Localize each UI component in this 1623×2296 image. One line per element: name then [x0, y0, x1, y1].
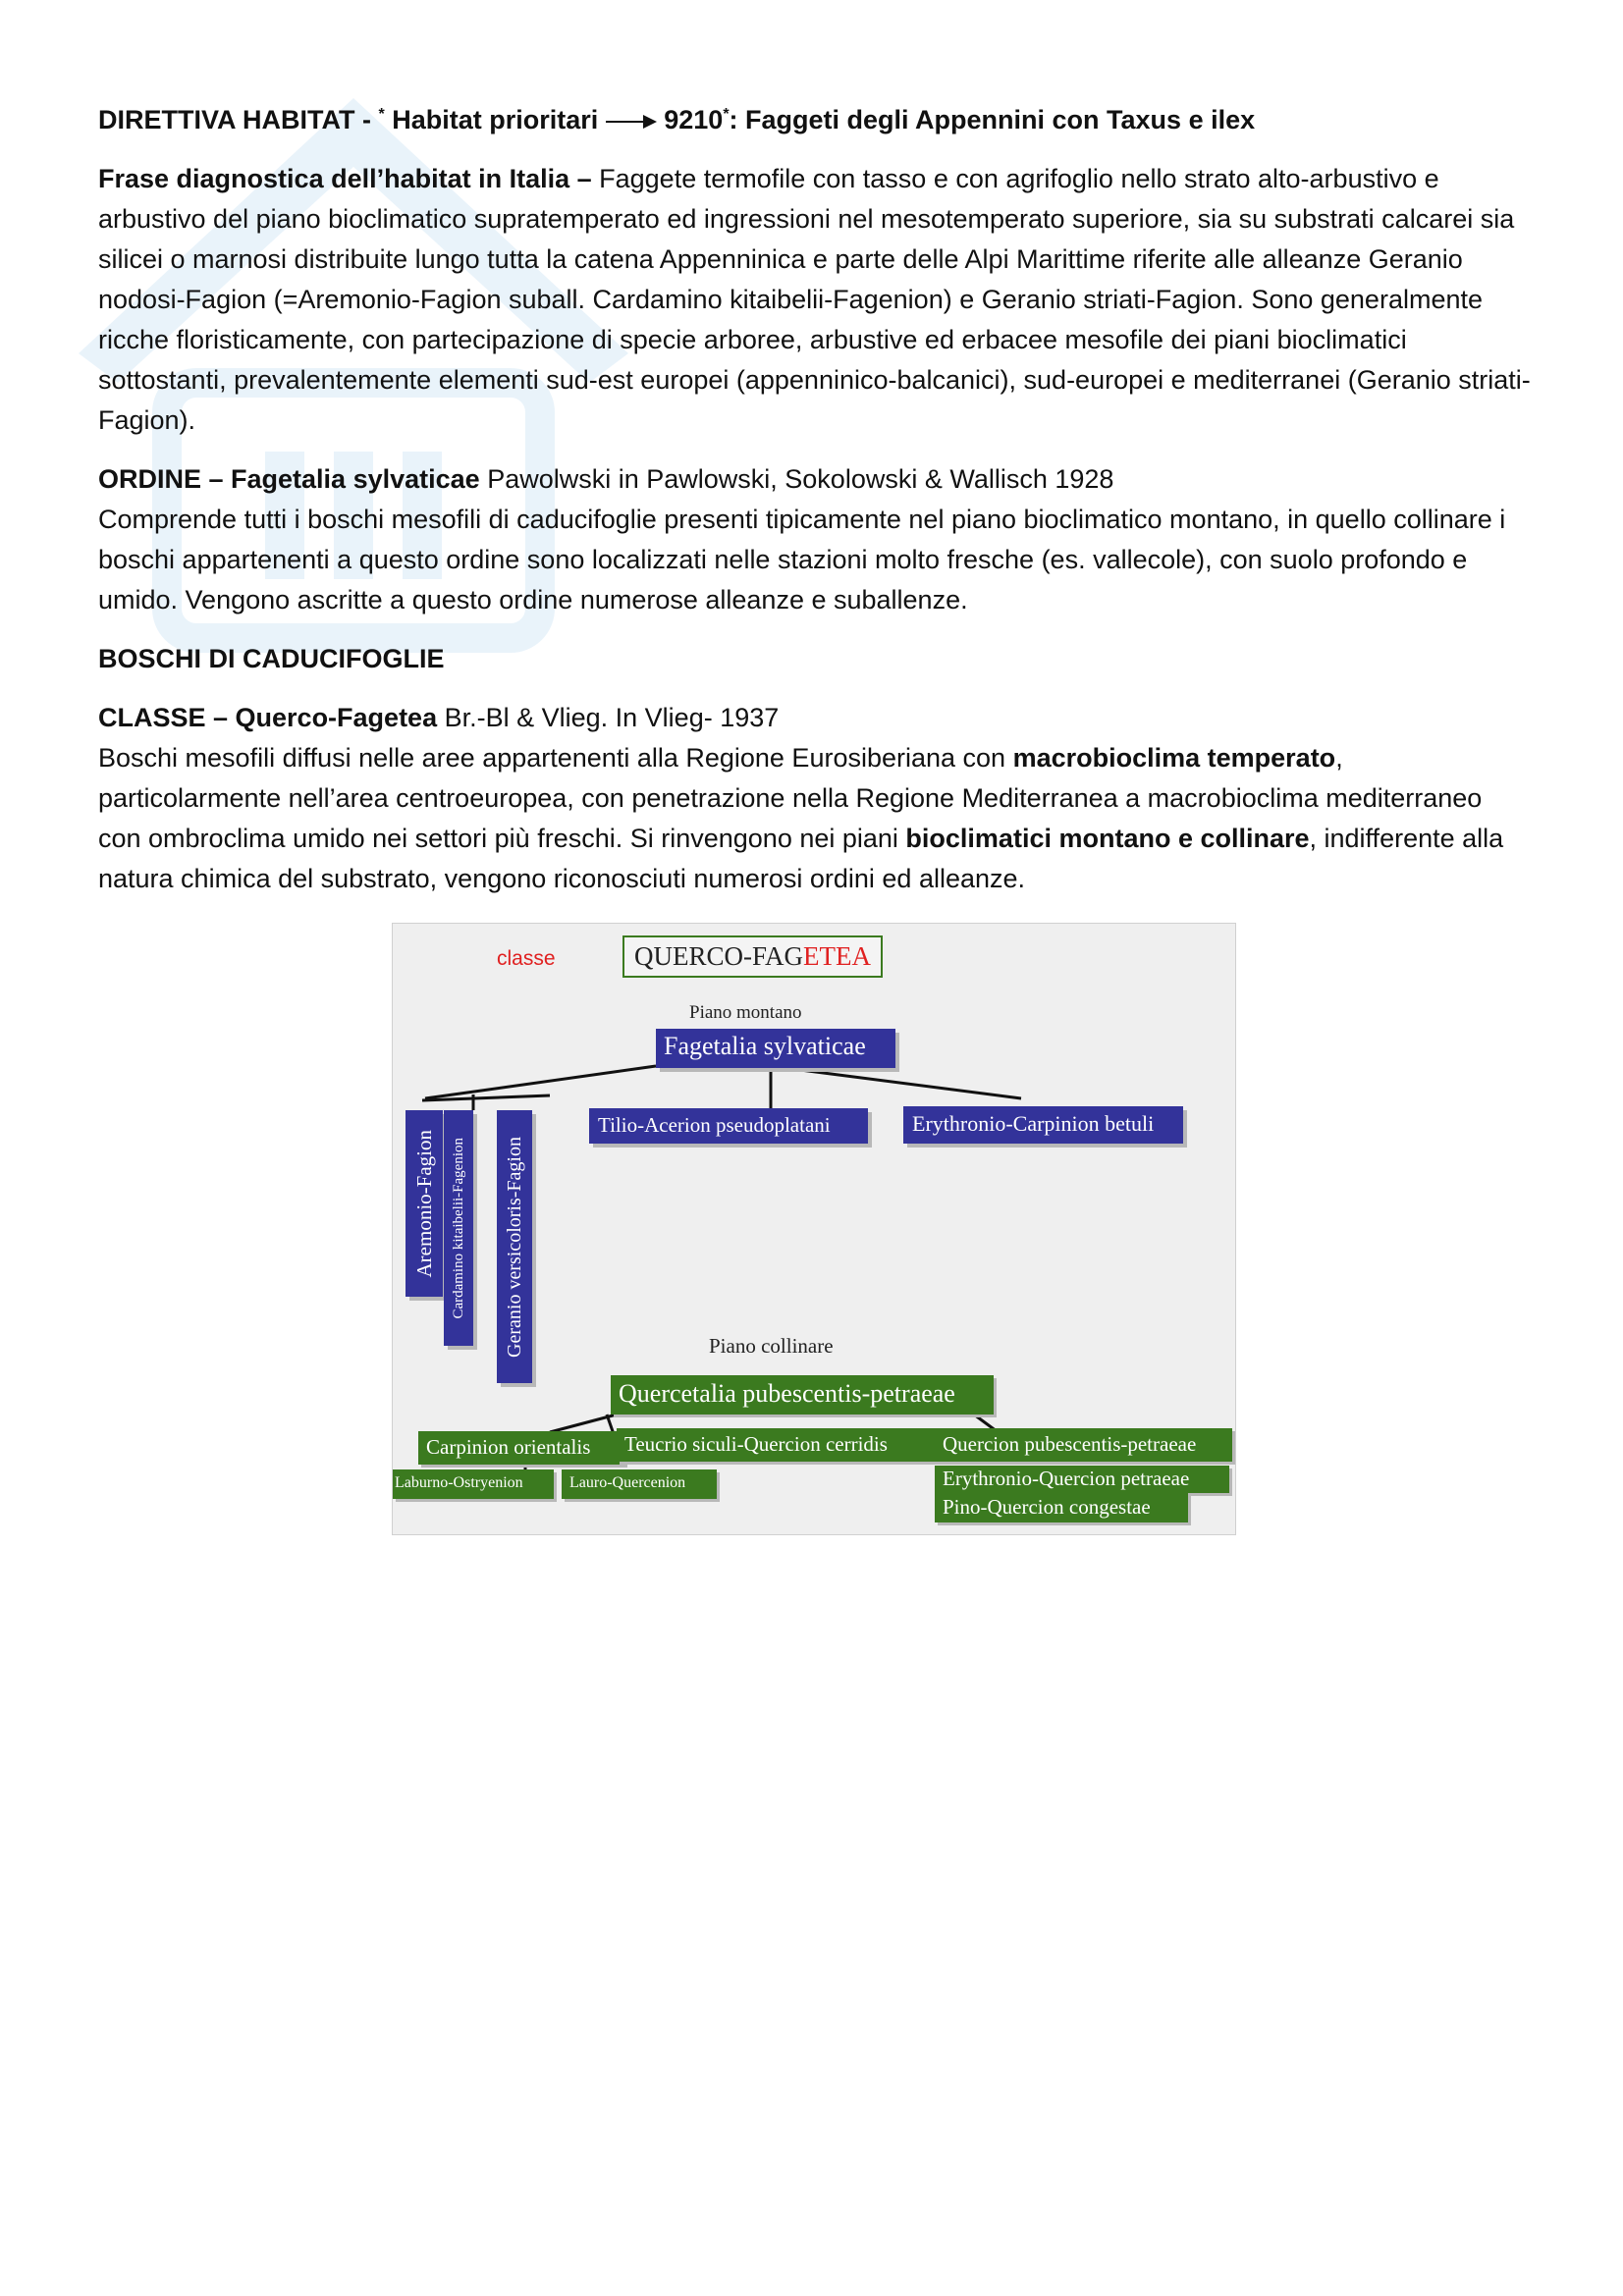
alliance-aremonio	[406, 1110, 443, 1297]
ordine-heading	[98, 459, 1532, 500]
classe-text-a: Boschi mesofili diffusi nelle aree appartenenti alla Regione Eurosiberiana con	[98, 743, 1013, 773]
ordine-text: Comprende tutti i boschi mesofili di caducifoglie presenti tipicamente nel piano bioclimatico montano, in quello collinare i boschi appartenenti a questo ordine sono localizzati nelle stazioni molto fresche (es. vallecole), con suolo profondo e umido. Vengono ascritte a questo ordine numerose alleanze e suballenze.	[98, 505, 1506, 614]
suballiance-erythronio-quercion: Erythronio-Quercion petraeae	[935, 1466, 1229, 1493]
order-fagetalia: Fagetalia sylvaticae	[656, 1029, 895, 1068]
document-body	[98, 94, 1532, 899]
order-quercetalia: Quercetalia pubescentis-petraeae	[611, 1375, 994, 1415]
classe-author: Br.-Bl & Vlieg. In Vlieg- 1937	[437, 703, 780, 732]
classification-diagram	[392, 923, 1236, 1535]
alliance-quercion-pubescentis: Quercion pubescentis-petraeae	[935, 1428, 1232, 1462]
heading-prefix: DIRETTIVA HABITAT -	[98, 105, 379, 134]
piano-montano-label: Piano montano	[689, 1002, 802, 1023]
classe-heading	[98, 698, 1532, 738]
diagnostic-text: Faggete termofile con tasso e con agrifoglio nello strato alto-arbustivo e arbustivo del piano bioclimatico supratemperato ed ingressioni nel mesotemperato superiore, sia su substrati calcarei sia silicei o marnosi distribuite lungo tutta la catena Appenninica e parte delle Alpi Marittime riferite alle alleanze Geranio nodosi-Fagion (=Aremonio-Fagion suball. Cardamino kitaibelii-Fagenion) e Geranio striati-Fagion. Sono generalmente ricche floristicamente, con partecipazione di specie arboree, arbustive ed erbacee mesofile dei piani bioclimatici sottostanti, prevalentemente elementi sud-est europei (appenninico-balcanici), sud-europei e mediterranei (Geranio striati-Fagion).	[98, 164, 1531, 435]
suballiance-laburno: Laburno-Ostryenion	[393, 1469, 554, 1499]
class-title-box	[622, 935, 883, 978]
code-asterisk: *	[723, 106, 730, 123]
section-title: BOSCHI DI CADUCIFOGLIE	[98, 644, 445, 673]
habitat-heading	[98, 94, 1532, 140]
suballiance-cardamino	[444, 1110, 473, 1346]
diagnostic-label: Frase diagnostica dell’habitat in Italia –	[98, 164, 592, 193]
alliance-teucrio: Teucrio siculi-Quercion cerridis	[617, 1428, 935, 1462]
piano-collinare-label: Piano collinare	[709, 1334, 834, 1358]
alliance-geranio	[497, 1110, 532, 1383]
heading-priority: Habitat prioritari	[384, 105, 599, 134]
classe-label: CLASSE – Querco-Fagetea	[98, 703, 438, 732]
arrow-right-icon	[604, 112, 658, 132]
classe-tag: classe	[497, 947, 556, 970]
classe-text-b: , particolarmente nell’area centroeuropea, con penetrazione nella Regione Mediterranea a macrobioclima mediterraneo con ombroclima umido nei settori più freschi. Si rinvengono nei piani	[98, 743, 1483, 853]
habitat-title: : Faggeti degli Appennini con Taxus e ilex	[729, 105, 1256, 134]
ordine-label: ORDINE – Fagetalia sylvaticae	[98, 464, 480, 494]
alliance-carpinion: Carpinion orientalis	[418, 1431, 624, 1465]
class-title-a: QUERCO-FAG	[634, 941, 804, 971]
aremonio-text: Aremonio-Fagion	[411, 1129, 436, 1278]
habitat-code: 9210	[664, 105, 724, 134]
classe-bold-b: bioclimatici montano e collinare	[905, 824, 1310, 853]
geranio-text: Geranio versicoloris-Fagion	[503, 1136, 525, 1358]
suballiance-lauro: Lauro-Quercenion	[562, 1469, 717, 1499]
classe-text	[98, 738, 1532, 899]
heading-asterisk: *	[378, 106, 385, 123]
alliance-erythronio-carpinion: Erythronio-Carpinion betuli	[903, 1106, 1183, 1144]
diagnostic-paragraph	[98, 159, 1532, 441]
class-title-b: ETEA	[803, 941, 871, 971]
ordine-author: Pawolwski in Pawlowski, Sokolowski & Wallisch 1928	[479, 464, 1114, 494]
suballiance-pino: Pino-Quercion congestae	[935, 1493, 1188, 1522]
classe-bold-a: macrobioclima temperato	[1012, 743, 1336, 773]
classe-text-c: , indifferente alla natura chimica del substrato, vengono riconosciuti numerosi ordini ed alleanze.	[98, 824, 1504, 893]
cardamino-text: Cardamino kitaibelii-Fagenion	[450, 1137, 466, 1319]
alliance-tilio: Tilio-Acerion pseudoplatani	[589, 1108, 868, 1144]
